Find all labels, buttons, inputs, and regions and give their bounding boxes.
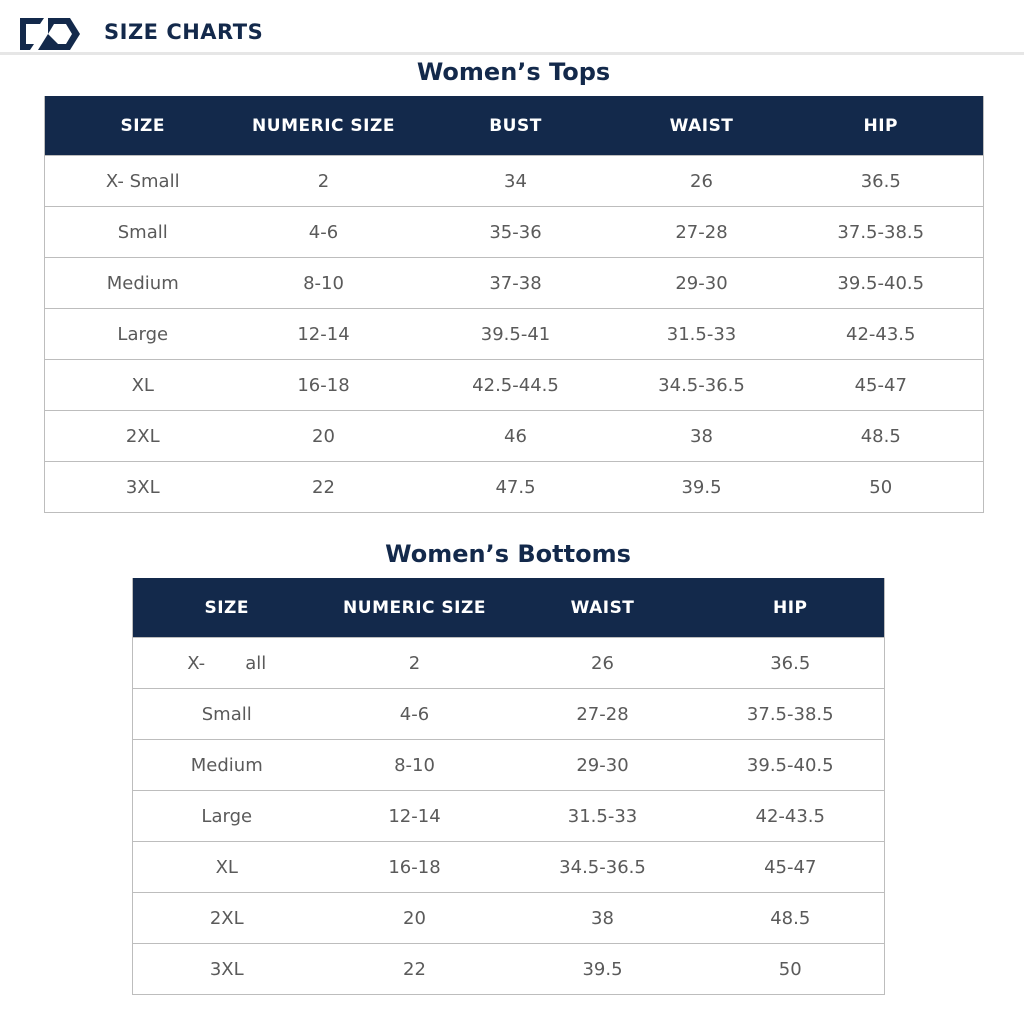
table-cell: 34: [407, 156, 625, 207]
table-cell: 46: [407, 411, 625, 462]
table-cell: Small: [133, 689, 321, 740]
table-row: [133, 791, 885, 842]
table-cell: 38: [509, 893, 697, 944]
table-row: [45, 207, 984, 258]
table-cell: 37.5-38.5: [779, 207, 984, 258]
table-cell: 47.5: [407, 462, 625, 513]
table-cell: 16-18: [241, 360, 407, 411]
table-cell: 20: [321, 893, 509, 944]
col-header-bust: BUST: [407, 96, 625, 156]
table-row: [45, 360, 984, 411]
col-header-size: SIZE: [45, 96, 241, 156]
col-header-waist: WAIST: [625, 96, 779, 156]
table-cell: 34.5-36.5: [509, 842, 697, 893]
table-row: [45, 309, 984, 360]
table-cell: XL: [133, 842, 321, 893]
table-cell: 39.5: [625, 462, 779, 513]
table-row: [133, 842, 885, 893]
table-cell: 2XL: [45, 411, 241, 462]
col-header-waist: WAIST: [509, 578, 697, 638]
table-cell: 26: [509, 638, 697, 689]
table-cell: 3XL: [133, 944, 321, 995]
col-header-numeric-size: NUMERIC SIZE: [241, 96, 407, 156]
table-cell: 42-43.5: [779, 309, 984, 360]
table-header-row: [133, 578, 885, 638]
table-row: [45, 411, 984, 462]
table-row: [133, 689, 885, 740]
table-cell: 45-47: [779, 360, 984, 411]
table-row: [133, 944, 885, 995]
table-cell: Medium: [133, 740, 321, 791]
table-row: [45, 462, 984, 513]
table-cell: 39.5-40.5: [779, 258, 984, 309]
col-header-size: SIZE: [133, 578, 321, 638]
table-cell: Small: [45, 207, 241, 258]
table-cell: XL: [45, 360, 241, 411]
table-header-row: [45, 96, 984, 156]
table-cell: 39.5: [509, 944, 697, 995]
table-cell: 36.5: [779, 156, 984, 207]
table-row: [45, 258, 984, 309]
table-cell: 27-28: [509, 689, 697, 740]
table-cell: 29-30: [509, 740, 697, 791]
page-header: [0, 0, 1024, 55]
table-cell: Medium: [45, 258, 241, 309]
table-cell: 4-6: [241, 207, 407, 258]
tops-size-table: [44, 96, 984, 513]
table-cell: 22: [241, 462, 407, 513]
table-cell: 2: [321, 638, 509, 689]
table-cell: 35-36: [407, 207, 625, 258]
table-cell: 3XL: [45, 462, 241, 513]
table-cell: 42-43.5: [697, 791, 885, 842]
table-cell: 27-28: [625, 207, 779, 258]
bottoms-title: Women’s Bottoms: [385, 540, 631, 568]
table-cell: 26: [625, 156, 779, 207]
page-title: SIZE CHARTS: [104, 20, 264, 44]
table-cell: 31.5-33: [625, 309, 779, 360]
table-cell: 4-6: [321, 689, 509, 740]
table-cell: 48.5: [697, 893, 885, 944]
bottoms-size-table: [132, 578, 885, 995]
table-row: [45, 156, 984, 207]
table-cell: 38: [625, 411, 779, 462]
table-cell: 22: [321, 944, 509, 995]
table-row: [133, 638, 885, 689]
table-cell: 20: [241, 411, 407, 462]
table-cell: 2: [241, 156, 407, 207]
col-header-hip: HIP: [779, 96, 984, 156]
cb-logo-icon: [18, 15, 82, 53]
table-row: [133, 740, 885, 791]
col-header-hip: HIP: [697, 578, 885, 638]
table-row: [133, 893, 885, 944]
table-cell: 2XL: [133, 893, 321, 944]
table-cell: 34.5-36.5: [625, 360, 779, 411]
table-cell: 50: [779, 462, 984, 513]
table-cell: 36.5: [697, 638, 885, 689]
table-cell: 39.5-40.5: [697, 740, 885, 791]
table-cell: 16-18: [321, 842, 509, 893]
table-cell: 8-10: [241, 258, 407, 309]
table-cell: 12-14: [241, 309, 407, 360]
table-cell: Large: [133, 791, 321, 842]
tops-title: Women’s Tops: [416, 58, 611, 86]
col-header-numeric-size: NUMERIC SIZE: [321, 578, 509, 638]
table-cell: 45-47: [697, 842, 885, 893]
table-cell: X- Small: [45, 156, 241, 207]
table-cell: 12-14: [321, 791, 509, 842]
table-cell: Large: [45, 309, 241, 360]
table-cell: 42.5-44.5: [407, 360, 625, 411]
table-cell: 37-38: [407, 258, 625, 309]
table-cell: 37.5-38.5: [697, 689, 885, 740]
table-cell: 31.5-33: [509, 791, 697, 842]
table-cell: 29-30: [625, 258, 779, 309]
table-cell: 50: [697, 944, 885, 995]
table-cell: 8-10: [321, 740, 509, 791]
table-cell: 48.5: [779, 411, 984, 462]
table-cell: X- all: [133, 638, 321, 689]
table-cell: 39.5-41: [407, 309, 625, 360]
